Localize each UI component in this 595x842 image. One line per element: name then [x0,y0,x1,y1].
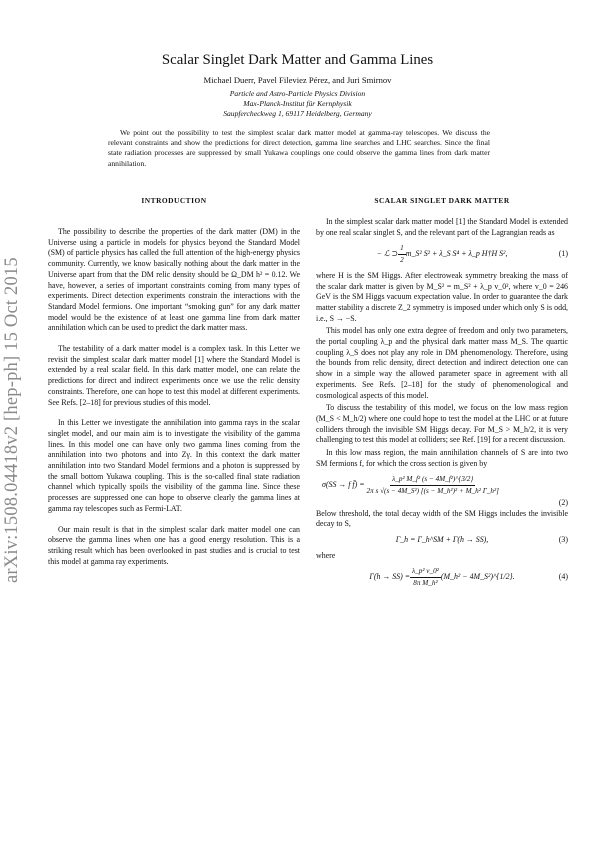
left-column [48,227,300,577]
equation-4-numerator: λ_p² v_0² [410,566,441,578]
body-paragraph: In this low mass region, the main annihilation channels of S are into two SM fermions f, for which the cross section is given by [316,448,568,468]
equation-4-lhs: Γ(h → SS) = [369,572,411,582]
equation-2-fraction [365,474,501,496]
equation-3 [316,535,568,546]
body-paragraph: In this Letter we investigate the annihilation into gamma rays in the scalar singlet model, and our main aim is to investigate the visibility of the gamma lines. In this model one can have only two gamma lines coming from the annihilation into two photons and into Zγ. In this context the dark matter annihilation into two Standard Model fermions and a photon is suppressed by the small bottom Yukawa coupling. This is the so-called final state radiation channel which typically spoils the visibility of the gamma line. Since these processes are suppressed one can hope to observe clearly the gamma lines at gamma ray telescopes such as Fermi-LAT. [48,418,300,513]
section-heading-scalar-singlet: SCALAR SINGLET DARK MATTER [374,196,510,205]
section-heading-introduction: INTRODUCTION [141,196,207,205]
equation-4 [316,566,568,588]
equation-number: (2) [558,497,568,507]
equation-2-lhs: σ(SS → f f̄) = [322,480,365,490]
body-paragraph: In the simplest scalar dark matter model [1] the Standard Model is extended by one real scalar singlet S, and the relevant part of the Lagrangian reads as [316,217,568,237]
author-list: Michael Duerr, Pavel Fileviez Pérez, and Juri Smirnov [203,75,392,85]
equation-2-numerator: λ_p² M_f² (s − 4M_f²)^{3/2} [390,474,475,486]
equation-1-rhs: m_S² S² + λ_S S⁴ + λ_p H†H S², [405,249,508,259]
equation-2-denominator: 2π s √(s − 4M_S²) [(s − M_h²)² + M_h² Γ_h²] [366,487,499,496]
affiliation-line: Max-Planck-Institut für Kernphysik [243,99,352,108]
abstract: We point out the possibility to test the simplest scalar dark matter model at gamma-ray telescopes. We discuss the relevant constraints and show the predictions for direct detection, gamma line searches and LHC searches. Since the final state radiation processes are suppressed by small Yukawa couplings one could observe the gamma lines from dark matter annihilation. [108,128,490,168]
body-paragraph: The possibility to describe the properties of the dark matter (DM) in the Universe using a particle in models for physics beyond the Standard Model (SM) of particle physics has called the full attention of the high-energy physics community. Currently, we know basically nothing about the dark matter in the Universe apart from that the DM relic density should be Ω_DM h² = 0.12. We have, however, a series of important constraints coming from many types of experiments. Direct detection experiments constrain the interactions with the Standard Model fermions. One important “smoking gun” for any dark matter model would be the existence of at least one gamma line from dark matter annihilation which can be used to predict the dark matter mass. [48,227,300,333]
equation-4-fraction [410,566,441,588]
body-paragraph: where [316,550,336,560]
equation-2 [322,474,568,496]
affiliation-line: Saupfercheckweg 1, 69117 Heidelberg, Germany [223,109,372,118]
body-paragraph: To discuss the testability of this model, we focus on the low mass region (M_S < M_h/2) where one could hope to test the model at the LHC or at future colliders through the invisible SM Higgs decay. For M_S > M_h/2, it is very challenging to test this model at colliders; see Ref. [19] for a recent discussion. [316,403,568,445]
equation-number: (4) [558,572,568,582]
equation-number: (3) [558,534,568,544]
body-paragraph: This model has only one extra degree of freedom and only two parameters, the portal coupling λ_p and the physical dark matter mass M_S. The quartic coupling λ_S does not play any role in DM phenomenology. Therefore, using the bounds from relic density, direct detection and indirect detection one can show in a simple way the allowed parameter space in agreement with all experiments. See Refs. [2–18] for the study of phenomenological and cosmological aspects of this model. [316,326,568,400]
equation-number: (1) [558,249,568,259]
paper-title: Scalar Singlet Dark Matter and Gamma Lines [161,52,434,68]
equation-1-lhs: − ℒ ⊃ [376,249,399,259]
body-paragraph: where H is the SM Higgs. After electroweak symmetry breaking the mass of the scalar dark matter is given by M_S² = m_S² + λ_p v_0², where v_0 = 246 GeV is the SM Higgs vacuum expectation value. In order to guarantee the dark matter stability a discrete Z_2 symmetry is imposed under which only S is odd, i.e., S → −S. [316,270,568,323]
equation-4-rhs: (M_h² − 4M_S²)^{1/2}. [440,572,515,582]
equation-1 [316,243,568,265]
arxiv-sidebar-stamp: arXiv:1508.04418v2 [hep-ph] 15 Oct 2015 [2,257,22,583]
body-paragraph: Our main result is that in the simplest scalar dark matter model one can observe the gamma lines when one has a good energy resolution. This is a striking result which has been overlooked in past studies and is crucial to test this model at gamma ray experiments. [48,524,300,566]
equation-4-denominator: 8π M_h² [413,579,438,588]
body-paragraph: Below threshold, the total decay width of the SM Higgs includes the invisible decay to S, [316,508,568,529]
affiliation-line: Particle and Astro-Particle Physics Division [229,89,366,98]
fraction-one-half: $\frac{1}{2}$ [400,244,404,265]
body-paragraph: The testability of a dark matter model is a complex task. In this Letter we revisit the simplest scalar dark matter model [1] where the Standard Model is extended by a real scalar field. In this dark matter model, one can relate the predictions for direct and indirect experiments once we use the relic density constraints. Therefore, one can hope to test this model at different experiments. See Refs. [2–18] for previous studies of this model. [48,344,300,407]
equation-3-body: Γ_h = Γ_h^SM + Γ(h → SS), [395,534,489,544]
right-column [316,217,568,594]
